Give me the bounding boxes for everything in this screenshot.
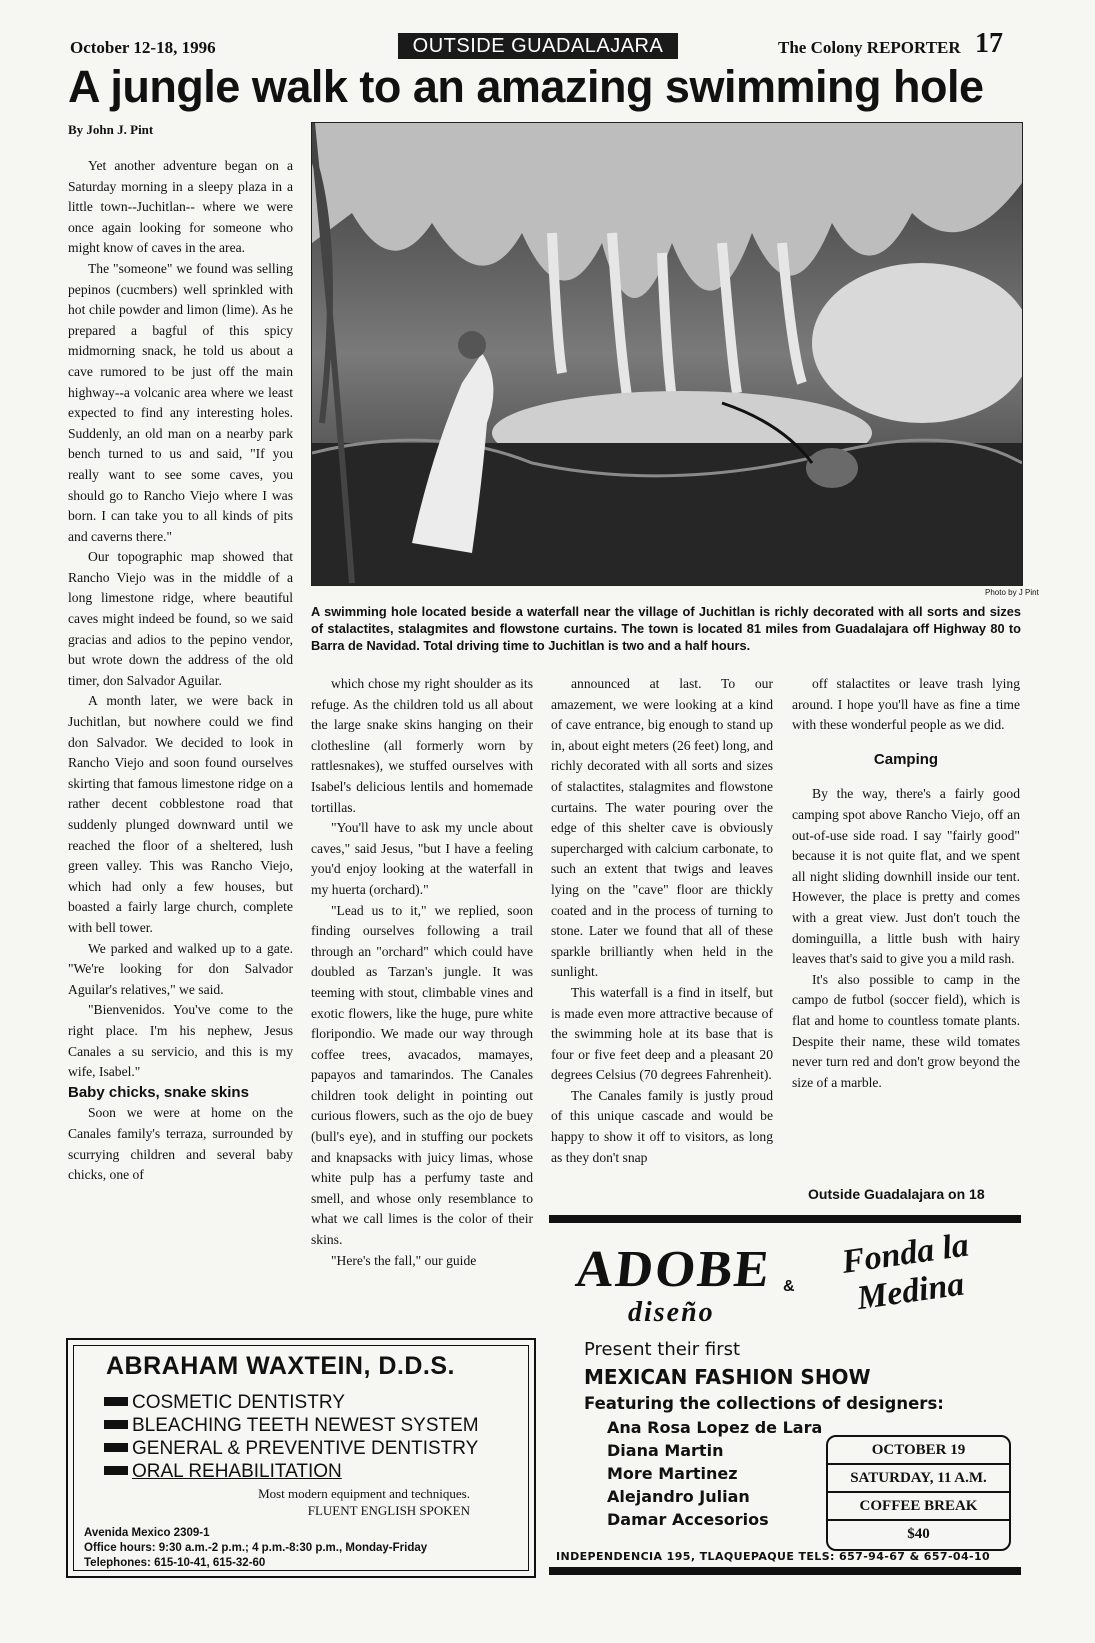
ad-bottom-rule [549, 1567, 1021, 1575]
dentist-name: ABRAHAM WAXTEIN, D.D.S. [106, 1352, 455, 1380]
service-item: BLEACHING TEETH NEWEST SYSTEM [104, 1415, 479, 1437]
subhead-baby-chicks: Baby chicks, snake skins [68, 1083, 249, 1101]
paragraph: This waterfall is a find in itself, but is made even more attractive because of the swimming hole at its base that is four or five feet deep and a pleasant 20 degrees Celsius (70 degrees Fahrenheit). [551, 984, 773, 1083]
paragraph: It's also possible to camp in the campo de futbol (soccer field), which is flat and home to countless tomate plants. Despite their name, these wild tomates never turn red and don't grow beyond the size of a marble. [792, 971, 1020, 1090]
article-column-1 [68, 156, 293, 1186]
subhead-camping: Camping [873, 750, 939, 768]
fashion-show-title: MEXICAN FASHION SHOW [584, 1365, 871, 1389]
designer-name: Damar Accesorios [607, 1510, 769, 1529]
photo-caption: A swimming hole located beside a waterfall near the village of Juchitlan is richly decorated with all sorts and sizes of stalactites, stalagmites and flowstone curtains. The town is located 81 miles from Guadalajara off Highway 80 to Barra de Navidad. Total driving time to Juchitlan is two and a half hours. [311, 604, 1021, 653]
service-item: ORAL REHABILITATION [104, 1461, 342, 1483]
page-number: 17 [975, 28, 1003, 59]
col1-body-continued [68, 1103, 293, 1185]
ampersand: & [783, 1278, 795, 1295]
section-label: OUTSIDE GUADALAJARA [398, 33, 678, 59]
issue-date: October 12-18, 1996 [70, 38, 216, 57]
paragraph: By the way, there's a fairly good camping spot above Rancho Viejo, off an out-of-use side road. I say "fairly good" because it is not quite flat, and we spent all night sliding downhill inside our tent. However, the place is pretty and comes with a great view. Just don't touch the dominguilla, a little bush with hairy leaves that's said to give you a mild rash. [792, 786, 1020, 967]
continued-jump-line: Outside Guadalajara on 18 [808, 1186, 985, 1202]
col1-body [68, 156, 293, 1083]
event-type: COFFEE BREAK [828, 1493, 1009, 1521]
paragraph: The Canales family is justly proud of this unique cascade and would be happy to show it off to visitors, as long as they don't snap [551, 1087, 773, 1165]
paragraph: "You'll have to ask my uncle about caves," said Jesus, "but I have a feeling you'd enjoy looking at the waterfall in my huerta (orchard)." [311, 820, 533, 897]
paragraph: The "someone" we found was selling pepinos (cucmbers) well sprinkled with hot chile powder and limon (lime). As he prepared a bagful of this spicy midmorning snack, he told us about a cave rumored to be just off the main highway--a volcanic area where we least expected to find any interesting holes. Suddenly, an old man on a nearby park bench turned to us and said, "If you really want to see some caves, you should go to Rancho Viejo where I was born. I can take you to all kinds of pits and caverns there." [68, 260, 293, 544]
cave-photo [311, 122, 1023, 586]
paragraph: Yet another adventure began on a Saturday morning in a sleepy plaza in a little town--Juchitlan-- where we were once again looking for someone who might know of caves in the area. [68, 158, 293, 256]
fonda-logo: Fonda la Medina [839, 1226, 972, 1318]
event-ticket-box [826, 1435, 1011, 1551]
adobe-logo-sub: diseño [628, 1297, 715, 1328]
fashion-address: INDEPENDENCIA 195, TLAQUEPAQUE TELS: 657-94-67 & 657-04-10 [556, 1550, 991, 1563]
newspaper-name: The Colony REPORTER [778, 38, 961, 57]
designer-name: Ana Rosa Lopez de Lara [607, 1418, 823, 1437]
article-column-2 [311, 674, 533, 1271]
paragraph: A month later, we were back in Juchitlan, but nowhere could we find don Salvador. We decided to look in Rancho Viejo and soon found ourselves skirting that famous limestone ridge on a rather decent cobblestone road that suddenly plunged downward until we reached the floor of a sheltered, lush green valley. This was Rancho Viejo, which had only a few houses, but boasted a fairly large church, complete with bell tower. [68, 693, 293, 935]
byline: By John J. Pint [68, 122, 154, 137]
english-note: FLUENT ENGLISH SPOKEN [307, 1503, 470, 1518]
designer-name: Diana Martin [607, 1441, 724, 1460]
designer-name: Alejandro Julian [607, 1487, 750, 1506]
col4-body [792, 674, 1020, 736]
dentist-hours: Office hours: 9:30 a.m.-2 p.m.; 4 p.m.-8:30 p.m., Monday-Friday [84, 1542, 428, 1554]
paragraph: Our topographic map showed that Rancho Viejo was in the middle of a long limestone ridge, where beautiful caves might indeed be found, so we said gracias and adios to the pepino vendor, but wrote down the address of the old timer, don Salvador Aguilar. [68, 549, 293, 688]
paragraph: off stalactites or leave trash lying around. I hope you'll have as fine a time with these wonderful people as we did. [792, 676, 1020, 733]
headline: A jungle walk to an amazing swimming hole [68, 61, 984, 112]
paragraph: We parked and walked up to a gate. "We're looking for don Salvador Aguilar's relatives," we said. [68, 940, 293, 997]
service-item: GENERAL & PREVENTIVE DENTISTRY [104, 1438, 478, 1460]
dentist-ad-frame [73, 1345, 529, 1571]
ad-top-rule [549, 1215, 1021, 1223]
event-price: $40 [907, 1526, 930, 1542]
dentist-phones: Telephones: 615-10-41, 615-32-60 [84, 1557, 266, 1569]
photo-credit: Photo by J Pint [985, 588, 1039, 597]
event-date: OCTOBER 19 [828, 1437, 1009, 1465]
equipment-note: Most modern equipment and techniques. [258, 1486, 470, 1501]
article-column-4 [792, 674, 1020, 1093]
adobe-logo: ADOBE [573, 1241, 774, 1298]
paragraph: "Here's the fall," our guide [331, 1252, 477, 1268]
article-column-3 [551, 674, 773, 1168]
paragraph: which chose my right shoulder as its refuge. As the children told us all about the large snake skins hanging on their clothesline (all formerly worn by rattlesnakes), we stuffed ourselves with Isabel's delicious lentils and homemade tortillas. [311, 676, 533, 815]
paragraph: "Lead us to it," we replied, soon finding ourselves following a trail through an "orchard" which could have doubled as Tarzan's jungle. It was teeming with stout, climbable vines and exotic flowers, like the huge, pure white floripondio. We made our way through coffee trees, avacados, mamayes, papayos and tamarindos. The Canales children took delight in pointing out curious flowers, such as the ojo de buey (bull's eye), and in stuffing our pockets and knapsacks with juicy limas, whose white pulp has a perfumy taste and smell, and whose only resemblance to what we call limes is the color of their skins. [311, 902, 533, 1248]
dentist-ad [66, 1338, 536, 1578]
event-time: SATURDAY, 11 A.M. [828, 1465, 1009, 1493]
paragraph: announced at last. To our amazement, we were looking at a kind of cave entrance, big enough to stand up in, about eight meters (26 feet) long, and richly decorated with all sorts and sizes of stalactites, stalagmites and flowstone curtains. The water pouring over the edge of this shelter cave is obviously supercharged with calcium carbonate, to such an extent that twigs and leaves lying on the "cave" floor are thickly coated and in the process of turning to stone. Later we found that all of these sparkle brilliantly when held in the sunlight. [551, 676, 773, 980]
col4-body-continued [792, 784, 1020, 1093]
paragraph: Soon we were at home on the Canales family's terraza, surrounded by scurrying children and several baby chicks, one of [68, 1105, 293, 1183]
featuring-line: Featuring the collections of designers: [584, 1394, 944, 1413]
paragraph: "Bienvenidos. You've come to the right place. I'm his nephew, Jesus Canales a su servicio, and this is my wife, Isabel." [68, 1002, 293, 1080]
designer-name: More Martinez [607, 1464, 738, 1483]
service-item: COSMETIC DENTISTRY [104, 1392, 345, 1414]
present-line: Present their first [584, 1339, 741, 1360]
dentist-address: Avenida Mexico 2309-1 [84, 1527, 210, 1539]
